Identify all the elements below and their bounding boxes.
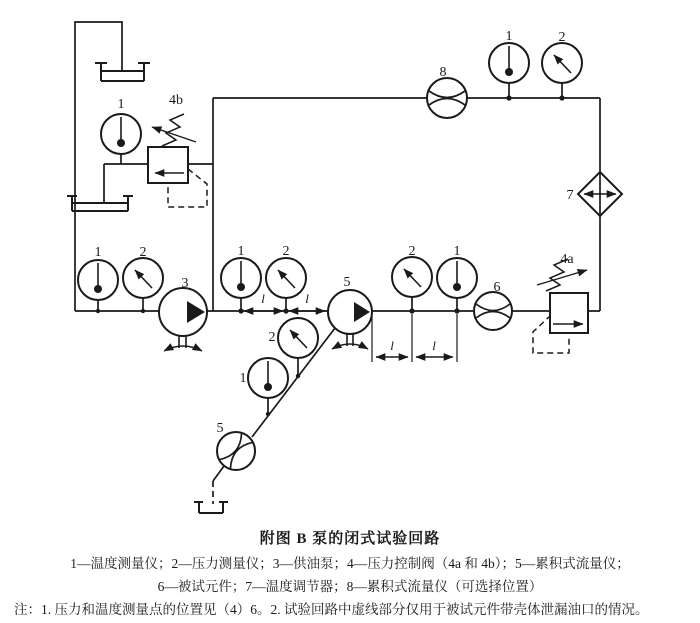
pressure-gauge-branch xyxy=(269,318,319,358)
supply-pump-3 xyxy=(159,276,207,351)
pressure-gauge-top xyxy=(542,30,582,83)
label-temp-regulator-7: 7 xyxy=(566,188,574,203)
figure-title: 附图 B 泵的闭式试验回路 xyxy=(259,531,441,547)
label-gauge-2: 2 xyxy=(139,245,147,260)
temp-gauge-right xyxy=(437,244,477,298)
label-gauge-2: 2 xyxy=(408,244,416,259)
label-gauge-1: 1 xyxy=(505,29,513,44)
stem-gauges-right xyxy=(412,297,457,311)
label-gauge-2: 2 xyxy=(282,244,290,259)
figure-legend-line1: 1—温度测量仪；2—压力测量仪；3—供油泵；4—压力控制阀（4a 和 4b）；5—累积式流量仪； xyxy=(70,556,630,571)
temp-gauge-branch xyxy=(240,358,289,398)
stem-gauges-left xyxy=(98,298,143,311)
label-gauge-1: 1 xyxy=(237,244,245,259)
figure-legend-line2: 6—被试元件；7—温度调节器；8—累积式流量仪（可选择位置） xyxy=(157,579,543,594)
relief-valve-4b xyxy=(148,93,207,207)
label-gauge-2: 2 xyxy=(268,330,276,345)
label-flow-meter-6: 6 xyxy=(493,280,501,295)
temp-gauge-left xyxy=(78,245,118,300)
figure-note: 注：1. 压力和温度测量点的位置见（4）6。2. 试验回路中虚线部分仅用于被试元件带壳体泄漏油口的情况。 xyxy=(14,602,649,617)
valve-4b-spring xyxy=(162,114,184,146)
reservoir-mid xyxy=(67,196,133,211)
pressure-gauge-left xyxy=(123,245,163,298)
dim-label-l2: l xyxy=(305,291,309,306)
reservoir-bottom xyxy=(194,502,228,513)
temp-regulator-7 xyxy=(567,172,623,216)
relief-valve-4a xyxy=(533,252,588,353)
temp-gauge-top xyxy=(489,29,529,83)
temp-gauge-upper-left xyxy=(101,97,141,154)
stem-gauges-top xyxy=(509,83,562,98)
label-valve-4a: 4a xyxy=(560,252,574,267)
flow-meter-6 xyxy=(474,280,512,330)
label-pump-3: 3 xyxy=(181,276,189,291)
label-gauge-1: 1 xyxy=(239,371,247,386)
temp-gauge-center xyxy=(221,244,261,298)
flow-meter-8 xyxy=(427,65,467,118)
pressure-gauge-right xyxy=(392,244,432,297)
test-pump-5 xyxy=(328,275,372,349)
label-flow-meter-5: 5 xyxy=(216,421,224,436)
dim-label-r2: l xyxy=(432,338,436,353)
label-pump-5: 5 xyxy=(343,275,351,290)
dimension-right xyxy=(372,314,457,362)
label-flow-meter-8: 8 xyxy=(439,65,447,80)
label-valve-4b: 4b xyxy=(169,93,183,108)
dim-label-l1: l xyxy=(261,291,265,306)
label-gauge-1: 1 xyxy=(453,244,461,259)
dim-label-r1: l xyxy=(390,338,394,353)
pressure-gauge-center xyxy=(266,244,306,298)
label-gauge-1: 1 xyxy=(117,97,125,112)
label-gauge-1: 1 xyxy=(94,245,102,260)
flow-meter-5 xyxy=(217,421,256,470)
label-gauge-2: 2 xyxy=(558,30,566,45)
